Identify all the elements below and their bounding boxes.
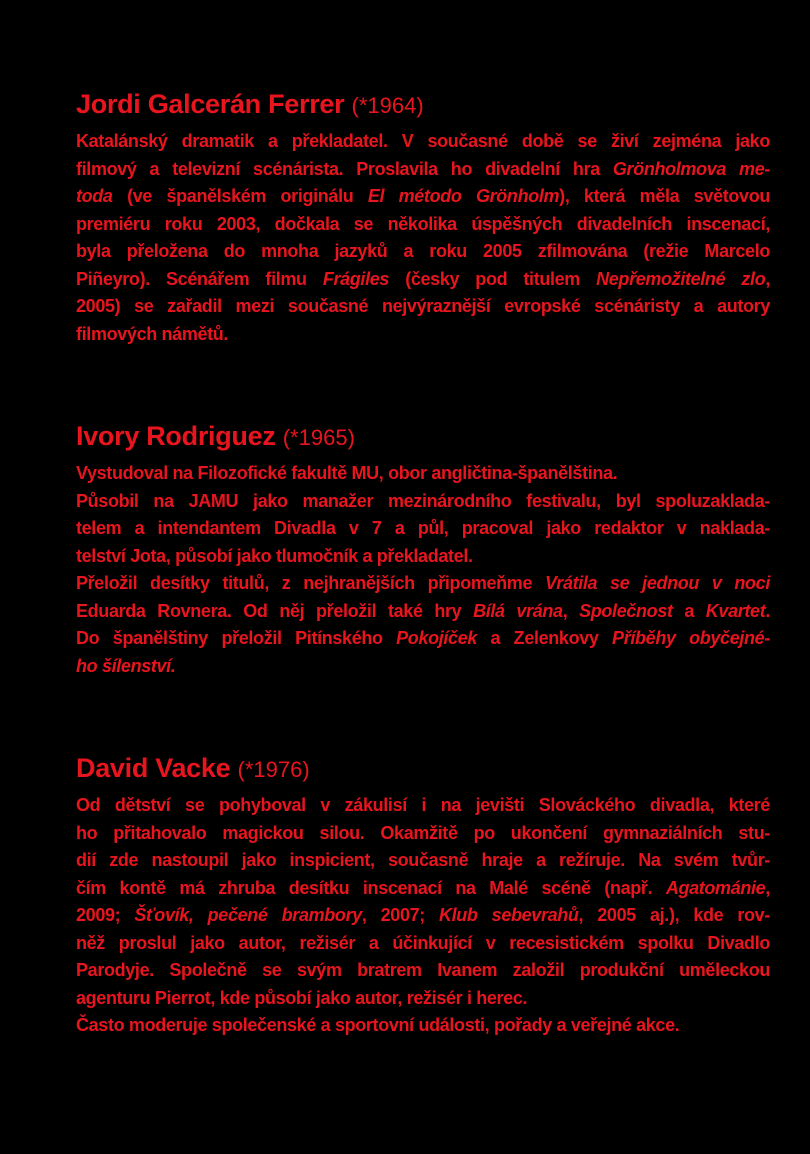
bio-section (76, 420, 770, 680)
regular-text: čím kontě má zhruba desítku inscenací na Malé scéně (např. (76, 877, 666, 898)
text-line (76, 211, 770, 239)
bio-sections (76, 88, 770, 1040)
regular-text: . (765, 600, 771, 621)
italic-text: Bílá vrána (473, 600, 563, 621)
text-line (76, 128, 770, 156)
bio-section (76, 752, 770, 1040)
text-line (76, 625, 770, 653)
text-line (76, 293, 770, 321)
text-line (76, 266, 770, 294)
italic-text: ho šílenství. (76, 655, 176, 676)
text-line (76, 570, 770, 598)
regular-text: Působil na JAMU jako manažer mezinárodního festivalu, byl spoluzaklada- (76, 490, 770, 511)
text-line (76, 902, 770, 930)
italic-text: Kvartet (705, 600, 766, 621)
regular-text: Do španělštiny přeložil Pitínského (76, 628, 397, 648)
regular-text: ), která měla světovou (559, 186, 770, 206)
italic-text: Agatománie (665, 877, 766, 898)
person-birth-year: (*1964) (351, 93, 424, 118)
bio-paragraph (76, 128, 770, 348)
bio-paragraph (76, 460, 770, 680)
text-line (76, 460, 770, 488)
bio-section (76, 88, 770, 348)
bio-paragraph (76, 792, 770, 1040)
italic-text: Pokojíček (396, 628, 478, 648)
text-line (76, 1012, 770, 1040)
text-line (76, 543, 770, 571)
text-line (76, 488, 770, 516)
person-birth-year: (*1976) (237, 757, 310, 782)
italic-text: Grönholmova me- (612, 158, 770, 179)
person-heading (76, 752, 770, 786)
text-line (76, 930, 770, 958)
regular-text: Často moderuje společenské a sportovní události, pořady a veřejné akce. (76, 1015, 680, 1035)
regular-text: a (672, 600, 706, 621)
regular-text: Eduarda Rovnera. Od něj přeložil také hry (76, 600, 474, 621)
regular-text: , (765, 268, 770, 289)
regular-text: filmový a televizní scénárista. Proslavila ho divadelní hra (76, 158, 613, 179)
regular-text: (česky pod titulem (389, 268, 597, 289)
regular-text: 2009; (76, 905, 135, 925)
italic-text: Společnost (579, 600, 673, 621)
person-heading (76, 420, 770, 454)
text-line (76, 820, 770, 848)
text-line (76, 598, 770, 626)
regular-text: premiéru roku 2003, dočkala se několika úspěšných divadelních inscenací, (76, 213, 770, 234)
italic-text: Nepřemožitelné zlo (596, 268, 766, 289)
regular-text: telem a intendantem Divadla v 7 a půl, pracoval jako redaktor v naklada- (76, 518, 770, 538)
regular-text: , 2007; (361, 905, 439, 925)
text-line (76, 238, 770, 266)
text-line (76, 653, 770, 681)
regular-text: a Zelenkovy (477, 628, 613, 648)
person-heading (76, 88, 770, 122)
regular-text: ho přitahovalo magickou silou. Okamžitě po ukončení gymnaziálních stu- (76, 822, 770, 843)
italic-text: Vrátila se jednou v noci (544, 573, 770, 593)
italic-text: Frágiles (322, 268, 390, 289)
regular-text: Parodyje. Společně se svým bratrem Ivanem založil produkční uměleckou (76, 960, 770, 980)
regular-text: Piñeyro). Scénářem filmu (76, 268, 323, 289)
text-line (76, 156, 770, 184)
person-name: Ivory Rodriguez (76, 421, 276, 451)
person-birth-year: (*1965) (282, 425, 355, 450)
regular-text: dií zde nastoupil jako inspicient, současně hraje a režíruje. Na svém tvůr- (76, 850, 770, 870)
italic-text: Klub sebevrahů (438, 905, 579, 925)
regular-text: Přeložil desítky titulů, z nejhranějších připomeňme (76, 573, 545, 593)
italic-text: Příběhy obyčejné- (612, 628, 770, 648)
text-line (76, 792, 770, 820)
person-name: David Vacke (76, 753, 231, 783)
regular-text: Katalánský dramatik a překladatel. V současné době se živí zejména jako (76, 131, 770, 151)
regular-text: něž proslul jako autor, režisér a účinkující v recesistickém spolku Divadlo (76, 932, 770, 953)
text-line (76, 985, 770, 1013)
regular-text: , 2005 aj.), kde rov- (578, 905, 770, 925)
regular-text: telství Jota, působí jako tlumočník a překladatel. (76, 545, 473, 566)
text-line (76, 321, 770, 349)
text-line (76, 847, 770, 875)
text-line (76, 875, 770, 903)
text-line (76, 183, 770, 211)
italic-text: toda (76, 186, 113, 206)
person-name: Jordi Galcerán Ferrer (76, 89, 345, 119)
regular-text: (ve španělském originálu (112, 186, 368, 206)
regular-text: byla přeložena do mnoha jazyků a roku 2005 zfilmována (režie Marcelo (76, 241, 770, 261)
regular-text: agenturu Pierrot, kde působí jako autor, režisér i herec. (76, 987, 528, 1008)
regular-text: Od dětství se pohyboval v zákulisí i na jevišti Slováckého divadla, které (76, 795, 770, 815)
italic-text: Šťovík, pečené brambory (134, 905, 362, 925)
regular-text: , (562, 600, 580, 621)
regular-text: , (765, 877, 770, 898)
regular-text: Vystudoval na Filozofické fakultě MU, obor angličtina-španělština. (76, 463, 618, 483)
regular-text: filmových námětů. (76, 323, 229, 344)
text-line (76, 515, 770, 543)
italic-text: El método Grönholm (367, 186, 560, 206)
regular-text: 2005) se zařadil mezi současné nejvýraznější evropské scénáristy a autory (76, 296, 770, 316)
text-line (76, 957, 770, 985)
